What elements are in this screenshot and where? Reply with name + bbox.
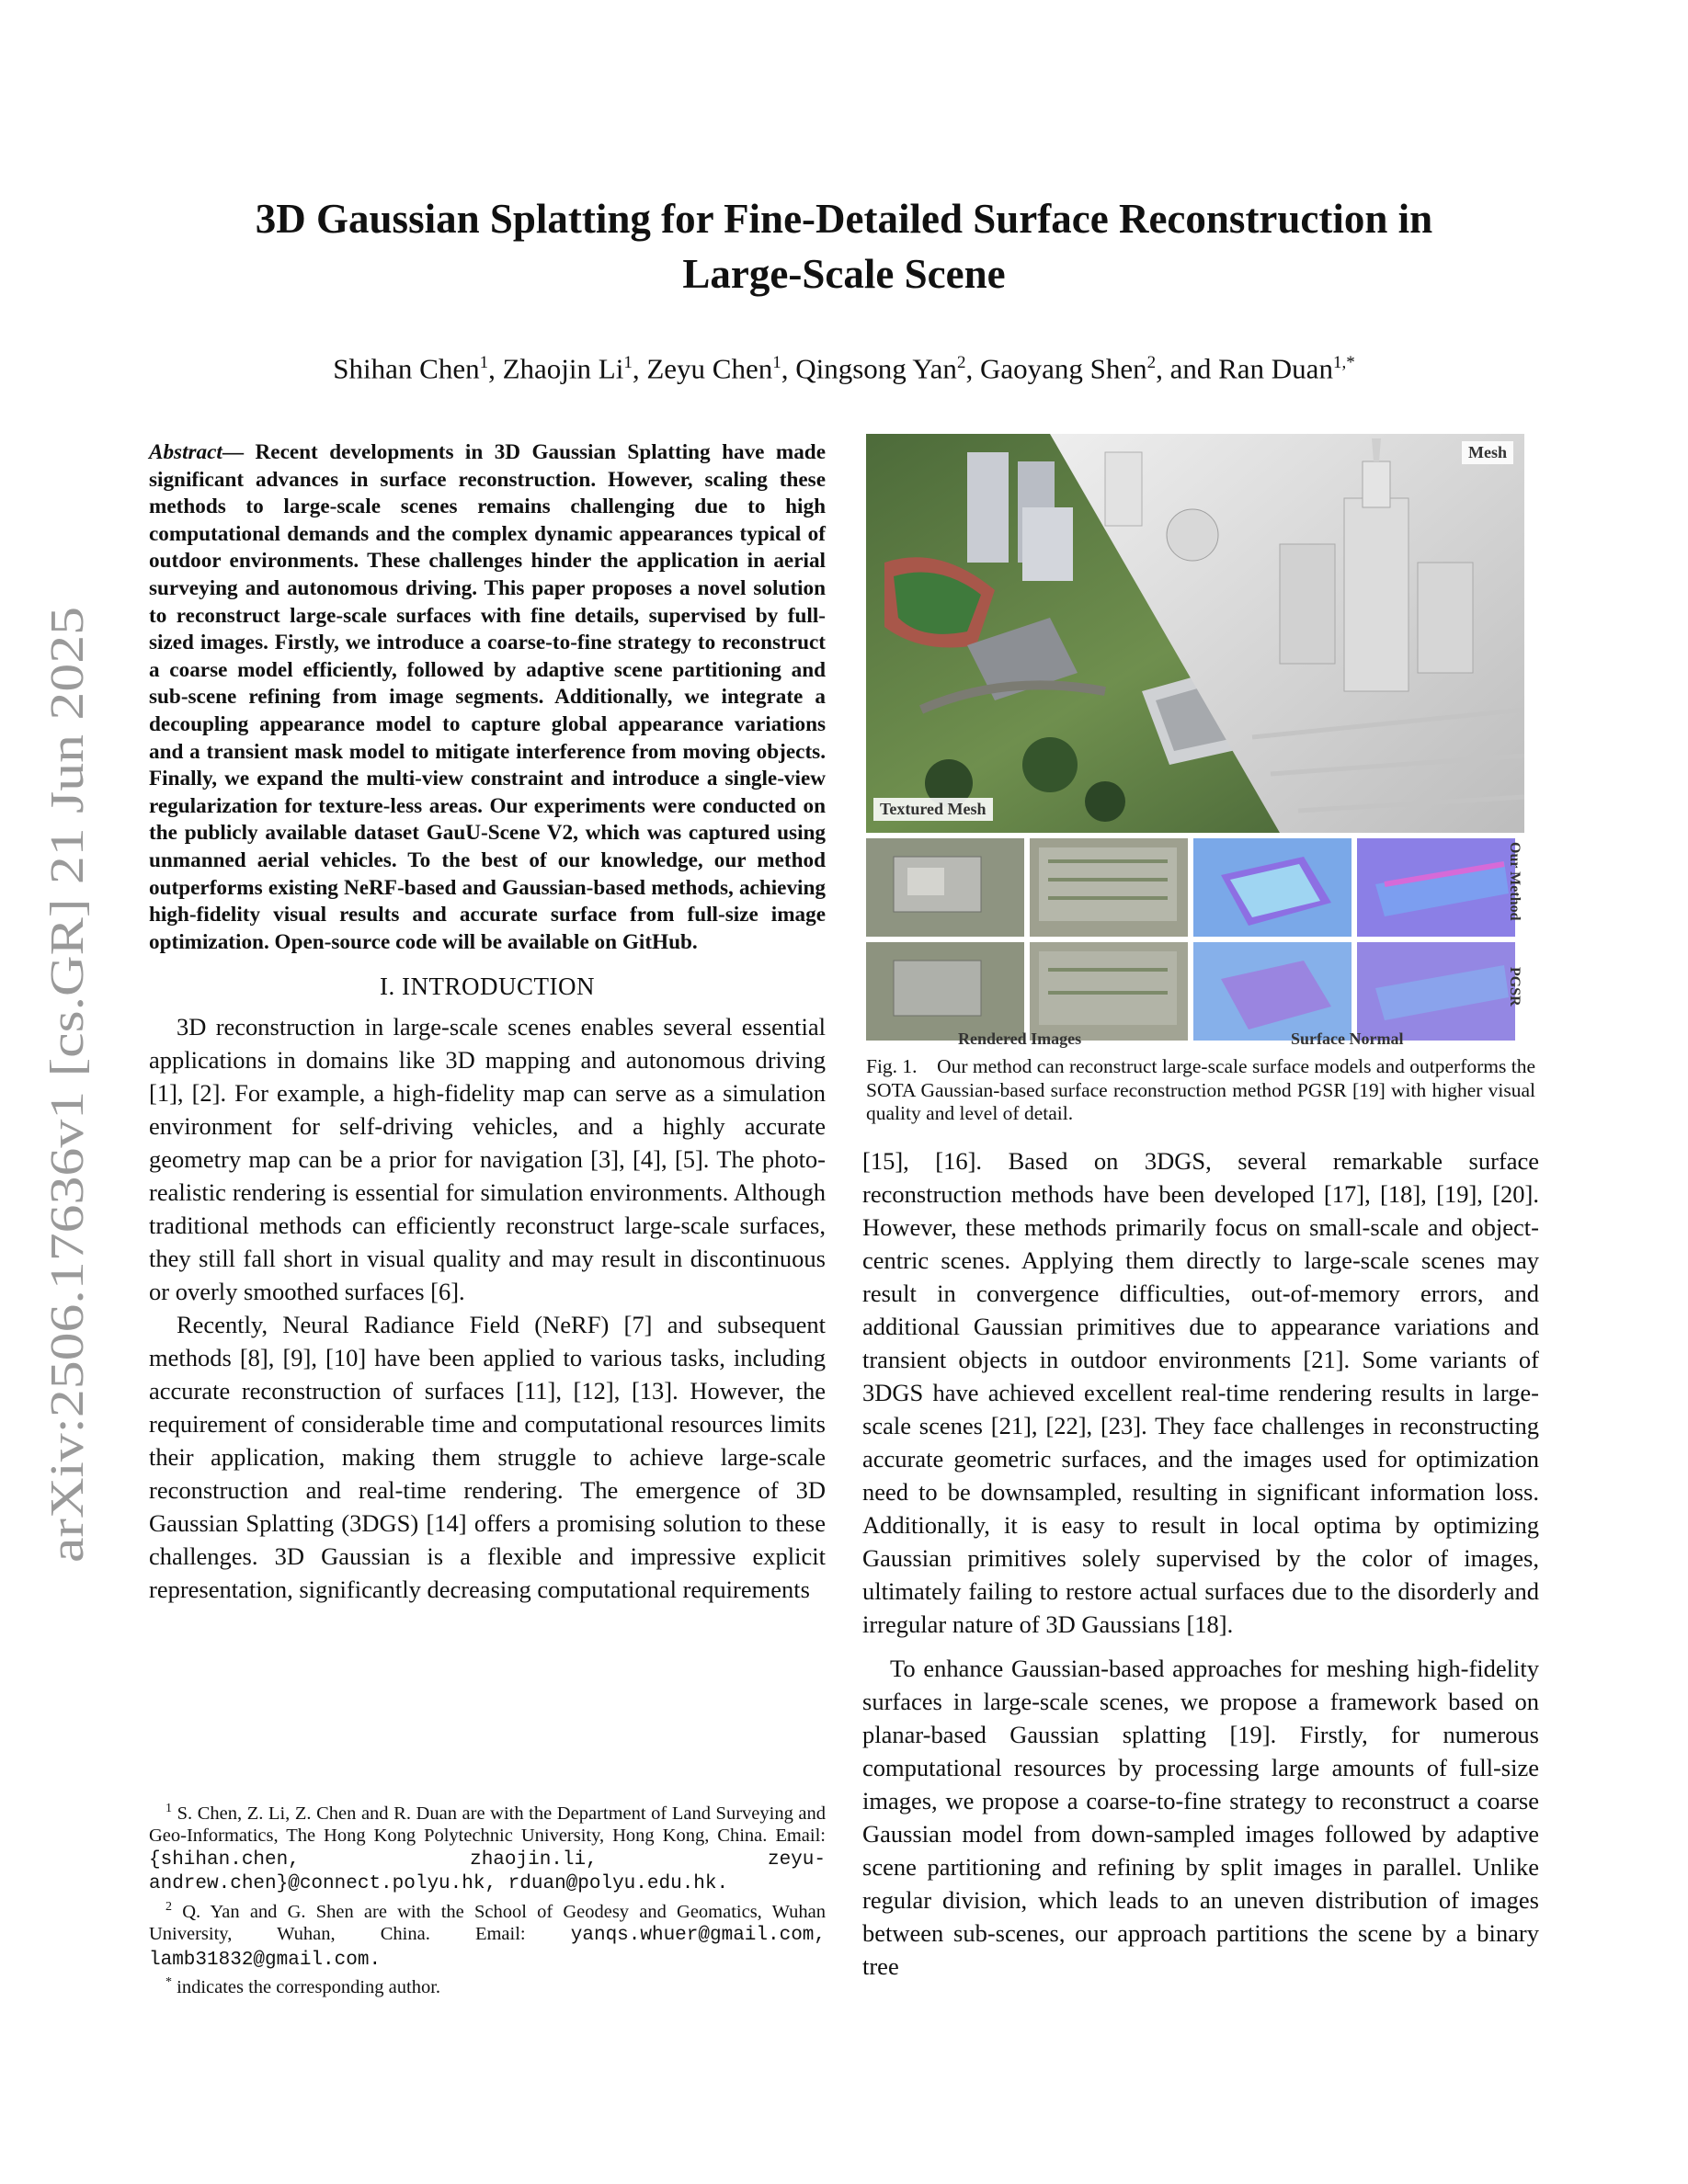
author-name: Qingsong Yan xyxy=(795,352,957,385)
abstract-text: Recent developments in 3D Gaussian Splatting have made significant advances in surface reconstruction. However, scaling these methods to large-scale scenes remains challenging due to high computational demands and the complex dynamic appearances typical of outdoor environments. These challenges hinder the application in aerial surveying and autonomous driving. This paper proposes a novel solution to reconstruct large-scale surfaces with fine details, supervised by full-sized images. Firstly, we introduce a coarse-to-fine strategy to reconstruct a coarse model efficiently, followed by adaptive scene partitioning and sub-scene refining from image segments. Additionally, we integrate a decoupling appearance model to capture global appearance variations and a transient mask model to mitigate interference from moving objects. Finally, we expand the multi-view constraint and introduce a single-view regularization for texture-less areas. Our experiments were conducted on the publicly available dataset GauU-Scene V2, which was captured using unmanned aerial vehicles. To the best of our knowledge, our method outperforms existing NeRF-based and Gaussian-based methods, achieving high-fidelity visual results and accurate surface from full-size image optimization. Open-source code will be available on GitHub. xyxy=(149,440,826,954)
abstract-dash: — xyxy=(222,440,245,464)
figure-1-main-image xyxy=(866,434,1524,833)
figure-1-caption xyxy=(862,1055,1539,1126)
figure-label-mesh: Mesh xyxy=(1462,441,1513,464)
figure-label-surface-normal: Surface Normal xyxy=(1291,1029,1404,1048)
intro-right-text xyxy=(862,1144,1539,1983)
intro-paragraph-1: 3D reconstruction in large-scale scenes enables several essential applications in domains like 3D mapping and autonomous driving [1], [2]. For example, a high-fidelity map can serve as a simulation environment for self-driving vehicles, and a highly accurate geometry map can be a prior for navigation [3], [4], [5]. The photo-realistic rendering is essential for simulation environments. Although traditional methods can efficiently reconstruct large-scale surfaces, they still fall short in visual quality and may result in discontinuous or overly smoothed surfaces [6]. xyxy=(149,1013,826,1306)
intro-paragraph-4: To enhance Gaussian-based approaches for meshing high-fidelity surfaces in large-scale scenes, we propose a framework based on planar-based Gaussian splatting [19]. Firstly, for numerous computational resources by processing large amounts of full-size images, we propose a coarse-to-fine strategy to reconstruct a coarse Gaussian model from down-sampled images followed by adaptive scene partitioning and refining by split images in parallel. Unlike regular division, which leads to an uneven distribution of images between sub-scenes, our approach partitions the scene by a binary tree xyxy=(862,1654,1539,1980)
author-affiliation-marker: 2 xyxy=(956,353,966,372)
figure-label-our-method: Our Method xyxy=(1507,842,1523,921)
abstract xyxy=(149,439,826,956)
tile-ours-normal-1 xyxy=(1193,838,1352,937)
footnote-2-emails: yanqs.whuer@gmail.com, lamb31832@gmail.com. xyxy=(149,1925,827,1971)
author-separator: , xyxy=(488,352,503,385)
footnotes xyxy=(149,1798,826,1998)
intro-left-text xyxy=(149,1010,826,1606)
title-line-2: Large-Scale Scene xyxy=(682,251,1006,297)
figure-1-comparison-grid xyxy=(866,838,1524,1042)
footnote-2-text: Q. Yan and G. Shen are with the School of Geodesy and Geomatics, Wuhan University, Wuhan, China. Email: xyxy=(149,1901,826,1945)
figure-label-pgsr: PGSR xyxy=(1507,967,1523,1007)
arxiv-stamp-text: arXiv:2506.17636v1 [cs.GR] 21 Jun 2025 xyxy=(41,757,94,1563)
footnote-1-text: S. Chen, Z. Li, Z. Chen and R. Duan are with the Department of Land Surveying and Geo-Informatics, The Hong Kong Polytechnic University, Hong Kong, China. Email: xyxy=(149,1803,827,1847)
intro-paragraph-3: [15], [16]. Based on 3DGS, several remarkable surface reconstruction methods have been developed [17], [18], [19], [20]. However, these methods primarily focus on small-scale and object-centric scenes. Applying them directly to large-scale scenes may result in convergence difficulties, out-of-memory errors, and additional Gaussian primitives due to appearance variations and transient objects in outdoor environments [21]. Some variants of 3DGS have achieved excellent real-time rendering results in large-scale scenes [21], [22], [23]. They face challenges in reconstructing accurate geometric surfaces, and the images used for optimization need to be downsampled, resulting in significant information loss. Additionally, it is easy to result in local optima by optimizing Gaussian primitives solely supervised by the color of images, ultimately failing to restore actual surfaces due to the disorderly and irregular nature of 3D Gaussians [18]. xyxy=(862,1146,1539,1638)
footnote-2-marker: 2 xyxy=(165,1899,172,1914)
author-name: Zeyu Chen xyxy=(646,352,773,385)
figure-1 xyxy=(866,434,1524,1048)
tile-ours-rendered-1 xyxy=(866,838,1024,937)
footnote-1 xyxy=(149,1798,826,1896)
author-list xyxy=(165,345,1523,387)
author-affiliation-marker: 1 xyxy=(623,353,633,372)
section-heading-introduction: I. INTRODUCTION xyxy=(380,973,595,1001)
tile-ours-normal-2 xyxy=(1357,838,1515,937)
tile-pgsr-rendered-2 xyxy=(1030,942,1188,1041)
author-separator: , and xyxy=(1156,352,1219,385)
author-affiliation-marker: 1,* xyxy=(1332,353,1355,372)
author-separator: , xyxy=(632,352,647,385)
footnote-1-emails: {shihan.chen, zhaojin.li, zeyu-andrew.chen}@connect.polyu.hk, rduan@polyu.edu.hk. xyxy=(149,1848,826,1895)
title-line-1: 3D Gaussian Splatting for Fine-Detailed Surface Reconstruction in xyxy=(255,196,1433,242)
right-column xyxy=(862,434,1539,1983)
author-name: Gaoyang Shen xyxy=(979,352,1147,385)
intro-paragraph-2: Recently, Neural Radiance Field (NeRF) [7] and subsequent methods [8], [9], [10] have been applied to various tasks, including accurate reconstruction of surfaces [11], [12], [13]. However, the requirement of considerable time and computational resources limits their application, making them struggle to achieve large-scale reconstruction and real-time rendering. The emergence of 3D Gaussian Splatting (3DGS) [14] offers a promising solution to these challenges. 3D Gaussian is a flexible and impressive explicit representation, significantly decreasing computational requirements xyxy=(149,1311,826,1604)
tile-pgsr-rendered-1 xyxy=(866,942,1024,1041)
footnote-2 xyxy=(149,1896,826,1972)
author-separator: , xyxy=(781,352,796,385)
arxiv-stamp xyxy=(26,588,99,1599)
paper-title xyxy=(165,191,1523,301)
tile-ours-rendered-2 xyxy=(1030,838,1188,937)
tile-pgsr-normal-2 xyxy=(1357,942,1515,1041)
footnote-3 xyxy=(149,1972,826,1998)
author-separator: , xyxy=(965,352,980,385)
left-column xyxy=(149,439,826,1606)
figure-label-rendered-images: Rendered Images xyxy=(958,1029,1082,1048)
footnote-1-marker: 1 xyxy=(165,1802,172,1815)
author-affiliation-marker: 1 xyxy=(772,353,781,372)
tile-pgsr-normal-1 xyxy=(1193,942,1352,1041)
author-affiliation-marker: 2 xyxy=(1146,353,1157,372)
mesh-render-illustration xyxy=(866,434,1524,833)
figure-1-caption-text: Our method can reconstruct large-scale surface models and outperforms the SOTA Gaussian-based surface reconstruction method PGSR [19] with higher visual quality and level of detail. xyxy=(866,1055,1536,1124)
author-name: Shihan Chen xyxy=(333,352,480,385)
abstract-label: Abstract xyxy=(149,440,222,464)
figure-label-textured-mesh: Textured Mesh xyxy=(873,798,993,821)
footnote-3-text: indicates the corresponding author. xyxy=(177,1976,441,1997)
author-name: Zhaojin Li xyxy=(502,352,624,385)
author-affiliation-marker: 1 xyxy=(479,353,489,372)
author-name: Ran Duan xyxy=(1218,352,1333,385)
footnote-3-marker: * xyxy=(165,1975,172,1990)
figure-1-caption-number: Fig. 1. xyxy=(866,1055,918,1077)
